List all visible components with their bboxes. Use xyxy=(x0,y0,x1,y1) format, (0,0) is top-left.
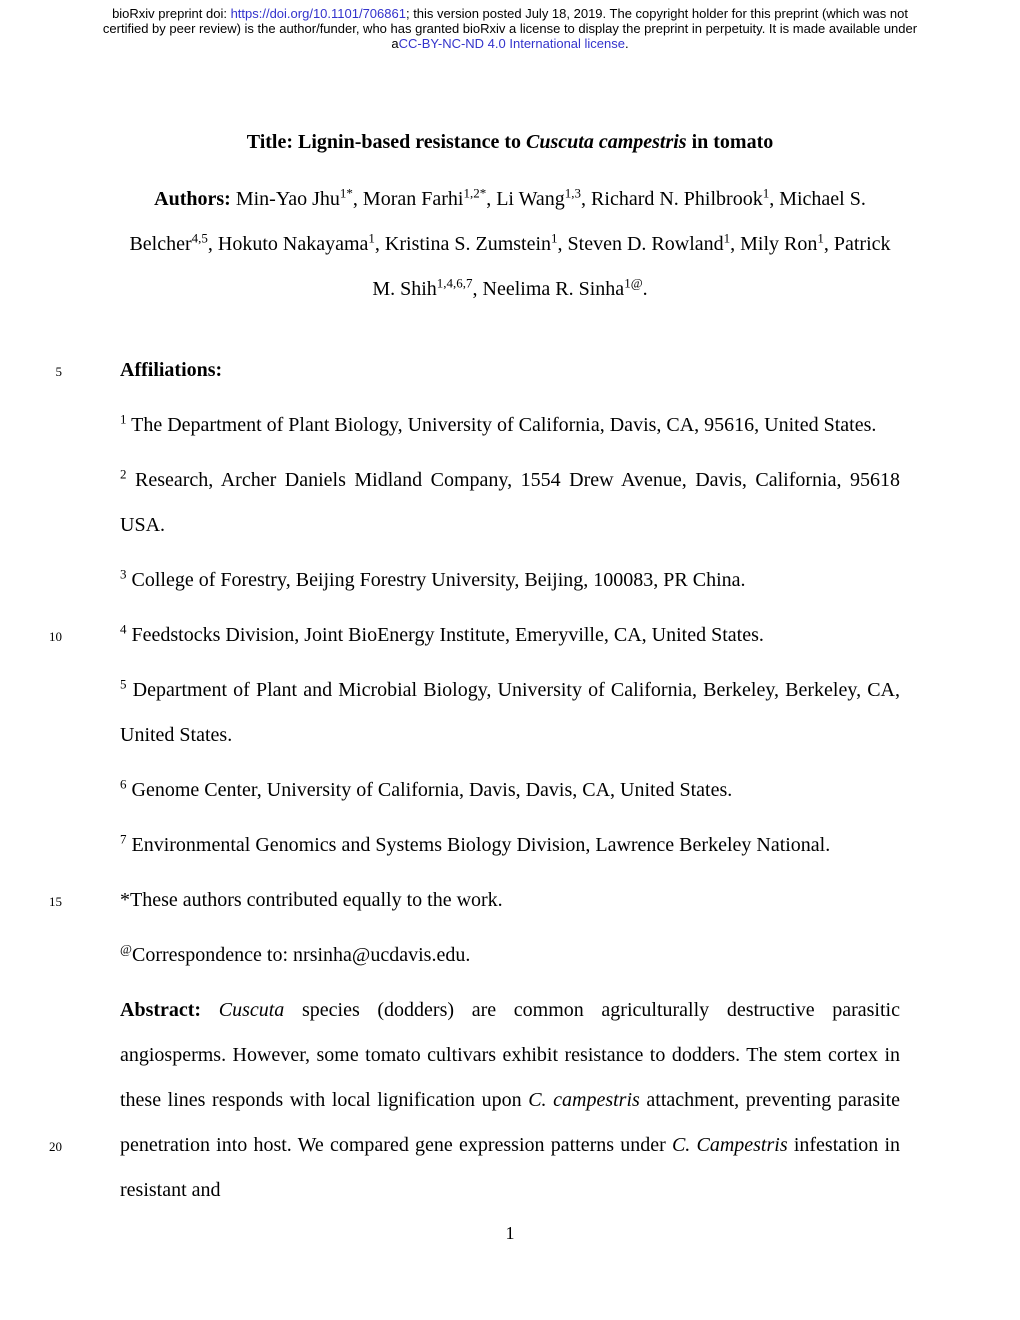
affiliation-text: The Department of Plant Biology, University of California, Davis, CA, 95616, United States. xyxy=(126,414,877,436)
author-affil-marker: 4,5 xyxy=(191,230,208,246)
correspondence-text: Correspondence to: nrsinha@ucdavis.edu. xyxy=(131,944,471,966)
affiliation-1 xyxy=(120,403,900,448)
notice-text: a xyxy=(391,36,399,51)
author-list-period: . xyxy=(642,278,648,300)
author-name: , Moran Farhi xyxy=(352,188,464,210)
line-number-20: 20 xyxy=(49,1139,62,1154)
author-affil-marker: 1 xyxy=(817,230,824,246)
abstract-label: Abstract: xyxy=(120,999,219,1021)
abstract-species-italic: C. Campestris xyxy=(671,1134,788,1156)
affiliation-number: 6 xyxy=(120,776,127,792)
page-number: 1 xyxy=(505,1223,515,1243)
author-affil-marker: 1 xyxy=(368,230,375,246)
author-name: , Patrick M. Shih xyxy=(372,233,891,300)
author-affil-marker: 1 xyxy=(723,230,731,246)
license-link[interactable]: CC-BY-NC-ND 4.0 International license xyxy=(398,36,625,51)
affiliation-6 xyxy=(120,768,900,813)
abstract-species-italic: C. campestris xyxy=(528,1089,640,1111)
author-affil-marker: 1* xyxy=(339,185,353,201)
affiliation-3 xyxy=(120,558,900,603)
affiliation-4 xyxy=(120,613,900,658)
affiliation-5 xyxy=(120,668,900,758)
abstract-text: infestation in resistant and xyxy=(120,1134,900,1201)
author-affil-marker: 1,4,6,7 xyxy=(436,275,473,291)
title-text: in tomato xyxy=(686,131,774,153)
affiliation-number: 2 xyxy=(120,466,127,482)
author-name: , Kristina S. Zumstein xyxy=(374,233,552,255)
author-name: , Michael S. Belcher xyxy=(129,188,866,255)
paper-title xyxy=(120,120,900,165)
affiliation-number: 5 xyxy=(120,676,127,692)
equal-contribution-text: *These authors contributed equally to the work. xyxy=(120,889,503,911)
doi-link[interactable]: https://doi.org/10.1101/706861 xyxy=(230,6,406,21)
author-name: , Neelima R. Sinha xyxy=(472,278,625,300)
line-number-10: 10 xyxy=(49,629,62,644)
line-number-15: 15 xyxy=(49,894,62,909)
notice-text: . xyxy=(625,36,629,51)
author-affil-marker: 1,3 xyxy=(564,185,582,201)
author-affil-marker: 1,2* xyxy=(463,185,487,201)
title-text: Title: Lignin-based resistance to xyxy=(246,131,527,153)
author-name: , Mily Ron xyxy=(730,233,818,255)
notice-text: bioRxiv preprint doi: xyxy=(112,6,231,21)
affiliation-number: 3 xyxy=(120,566,127,582)
abstract-species-italic: Cuscuta xyxy=(218,999,285,1021)
affiliation-7 xyxy=(120,823,900,868)
affiliation-number: 1 xyxy=(120,411,127,427)
affiliation-text: Department of Plant and Microbial Biology, University of California, Berkeley, Berkeley, CA, United States. xyxy=(120,679,900,746)
title-species-italic: Cuscuta campestris xyxy=(526,131,687,153)
affiliation-text: Research, Archer Daniels Midland Company, 1554 Drew Avenue, Davis, California, 95618 USA. xyxy=(120,469,900,536)
affiliation-text: College of Forestry, Beijing Forestry University, Beijing, 100083, PR China. xyxy=(126,569,746,591)
author-affil-marker: 1@ xyxy=(624,275,643,291)
notice-text: ; this version posted July 18, 2019. The copyright holder for this preprint (which was not xyxy=(405,6,908,21)
authors-label: Authors: xyxy=(154,188,236,210)
author-affil-marker: 1 xyxy=(762,185,770,201)
affiliations-heading-label: Affiliations: xyxy=(120,359,223,381)
line-number-5: 5 xyxy=(55,364,62,379)
abstract xyxy=(120,988,900,1213)
manuscript-body xyxy=(120,0,900,1213)
author-name: , Li Wang xyxy=(486,188,565,210)
author-name: Min-Yao Jhu xyxy=(235,188,340,210)
affiliation-text: Feedstocks Division, Joint BioEnergy Institute, Emeryville, CA, United States. xyxy=(126,624,764,646)
affiliation-text: Genome Center, University of California, Davis, Davis, CA, United States. xyxy=(126,779,733,801)
affiliation-2 xyxy=(120,458,900,548)
author-name: , Steven D. Rowland xyxy=(557,233,724,255)
correspondence-note xyxy=(120,933,900,978)
affiliations-heading xyxy=(120,348,900,393)
author-name: , Richard N. Philbrook xyxy=(581,188,763,210)
affiliation-number: 7 xyxy=(120,831,127,847)
affiliation-number: 4 xyxy=(120,621,127,637)
author-affil-marker: 1 xyxy=(551,230,558,246)
abstract-text: attachment, preventing parasite penetration into host. We compared gene expression patterns under xyxy=(120,1089,901,1156)
affiliation-text: Environmental Genomics and Systems Biology Division, Lawrence Berkeley National. xyxy=(126,834,831,856)
correspondence-marker: @ xyxy=(120,941,132,957)
author-list xyxy=(120,177,900,312)
notice-text: certified by peer review) is the author/funder, who has granted bioRxiv a license to display the preprint in perpetuity. It is made available under xyxy=(102,21,918,36)
abstract-text: species (dodders) are common agriculturally destructive parasitic angiosperms. However, some tomato cultivars exhibit resistance to dodders. The stem cortex in these lines responds with local lignification upon xyxy=(120,999,900,1111)
equal-contribution-note xyxy=(120,878,900,923)
author-name: , Hokuto Nakayama xyxy=(207,233,369,255)
